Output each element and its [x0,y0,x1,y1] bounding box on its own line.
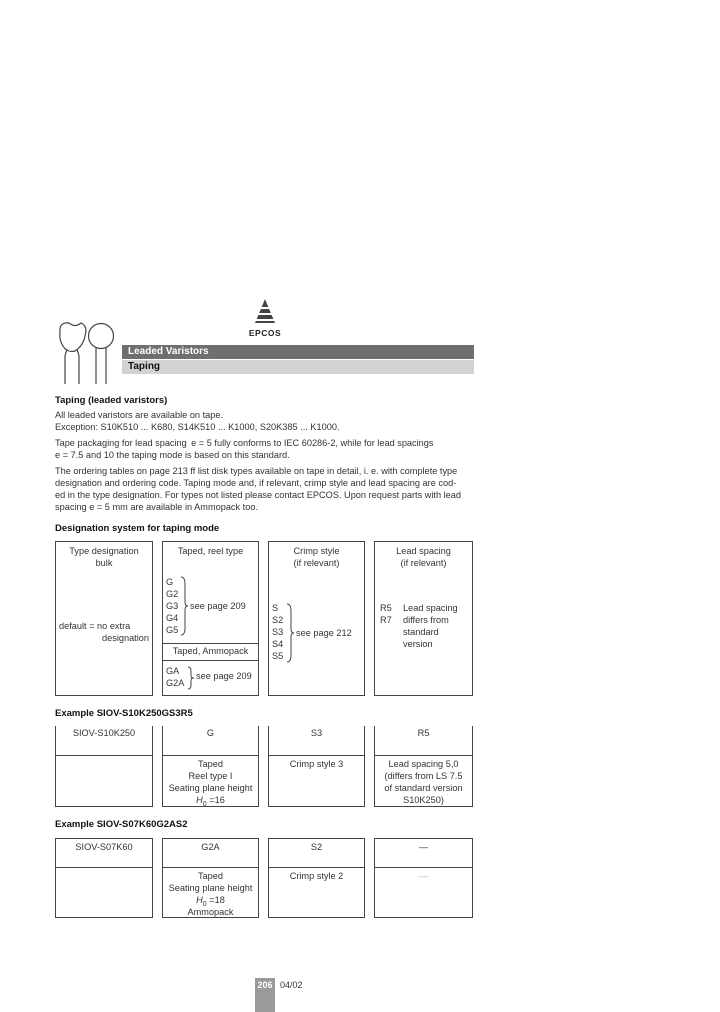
subsection-title: Taping [122,360,474,374]
varistor-illustration [55,320,117,386]
lead-desc: Lead spacing [403,603,458,613]
example2-code: SIOV-S07K60 [75,842,133,852]
example2-desc: Crimp style 2 [289,871,344,881]
lead-spacing-subtitle: (if relevant) [400,558,447,568]
brace-icon [286,603,294,663]
crimp-code: S5 [272,651,284,661]
divider [163,755,258,756]
divider [163,643,258,644]
example1-desc: Reel type I [188,771,233,781]
taping-heading: Taping (leaded varistors) [55,395,168,406]
crimp-style-subtitle: (if relevant) [293,558,340,568]
example1-code: SIOV-S10K250 [72,728,136,738]
type-designation-box [55,541,153,696]
crimp-style-box [268,541,365,696]
example1-col1 [55,726,153,807]
example1-col2 [162,726,259,807]
example1-desc: S10K250) [403,795,444,805]
ammo-see-page: see page 209 [196,671,252,681]
para3-line-2: designation and ordering code. Taping mode and, if relevant, crimp style and lead spacing are cod- [55,478,457,488]
example2-col1 [55,838,153,918]
example1-col4 [374,726,473,807]
lead-spacing-title: Lead spacing [396,546,451,556]
divider [375,755,472,756]
divider [375,867,472,868]
divider [269,867,364,868]
page-number: 206 [257,980,273,990]
example1-desc: (differs from LS 7.5 [384,771,463,781]
lead-spacing-box [374,541,473,696]
para3-line-1: The ordering tables on page 213 ff list disk types available on tape in detail, i. e. with complete type [55,466,458,476]
para2-line-1: Tape packaging for lead spacing e = 5 fully conforms to IEC 60286-2, while for lead spacings [55,438,434,448]
example2-col4 [374,838,473,918]
epcos-logo-mark [243,296,287,326]
crimp-code: S4 [272,639,284,649]
page-date: 04/02 [280,980,303,990]
para3-line-3: ed in the type designation. For types not listed please contact EPCOS. Upon request parts with lead [55,490,462,500]
intro-line-1: All leaded varistors are available on tape. [55,410,224,420]
brace-icon [187,666,194,690]
divider [163,660,258,661]
lead-desc: differs from [403,615,449,625]
example1-code: G [206,728,215,738]
epcos-logo [243,296,287,338]
default-line-2: designation [102,633,149,643]
type-designation-subtitle: bulk [95,558,113,568]
reel-code: G4 [166,613,179,623]
ammo-code: G2A [166,678,185,688]
reel-type-box [162,541,259,696]
crimp-see-page: see page 212 [296,628,352,638]
example2-desc: $H_0 =18$ [196,895,225,908]
para3-line-4: spacing e = 5 mm are available in Ammopack too. [55,502,258,512]
example1-desc: of standard version [384,783,463,793]
example1-desc: Taped [197,759,224,769]
example2-code: — [418,842,429,852]
designation-heading: Designation system for taping mode [55,523,220,534]
example2-heading: Example SIOV-S07K60G2AS2 [55,819,188,830]
divider [163,867,258,868]
type-designation-title: Type designation [69,546,139,556]
example2-col3 [268,838,365,918]
example1-heading: Example SIOV-S10K250GS3R5 [55,708,193,719]
example1-desc: $H_0 =16$ [196,795,225,808]
lead-desc: standard [403,627,439,637]
default-line-1: default = no extra [59,621,131,631]
crimp-style-title: Crimp style [293,546,340,556]
brace-icon [180,576,188,636]
crimp-code: S [272,603,279,613]
reel-code: G2 [166,589,179,599]
example1-code: R5 [417,728,430,738]
para2-line-2: e = 7.5 and 10 the taping mode is based on this standard. [55,450,290,460]
section-title: Leaded Varistors [122,345,474,359]
reel-see-page: see page 209 [190,601,246,611]
example1-desc: Lead spacing 5,0 [388,759,459,769]
example1-code: S3 [310,728,323,738]
lead-code: R7 [380,615,392,625]
reel-code: G3 [166,601,179,611]
lead-desc: version [403,639,433,649]
divider [56,867,152,868]
example2-desc: Seating plane height [168,883,253,893]
example2-desc: Ammopack [187,907,234,917]
ammopack-title: Taped, Ammopack [172,646,249,656]
example1-desc: Seating plane height [168,783,253,793]
lead-code: R5 [380,603,392,613]
intro-line-2: Exception: S10K510 ... K680, S14K510 ... K1000, S20K385 ... K1000. [55,422,340,432]
reel-code: G5 [166,625,179,635]
crimp-code: S3 [272,627,284,637]
example1-col3 [268,726,365,807]
example1-desc: Crimp style 3 [289,759,344,769]
example2-desc: Taped [197,871,224,881]
ammo-code: GA [166,666,180,676]
reel-type-title: Taped, reel type [177,546,244,556]
reel-code: G [166,577,174,587]
crimp-code: S2 [272,615,284,625]
example2-code: S2 [310,842,323,852]
example2-code: G2A [201,842,220,852]
example2-desc: — [418,871,429,881]
divider [269,755,364,756]
divider [56,755,152,756]
example2-col2 [162,838,259,918]
epcos-logo-text: EPCOS [248,328,282,338]
